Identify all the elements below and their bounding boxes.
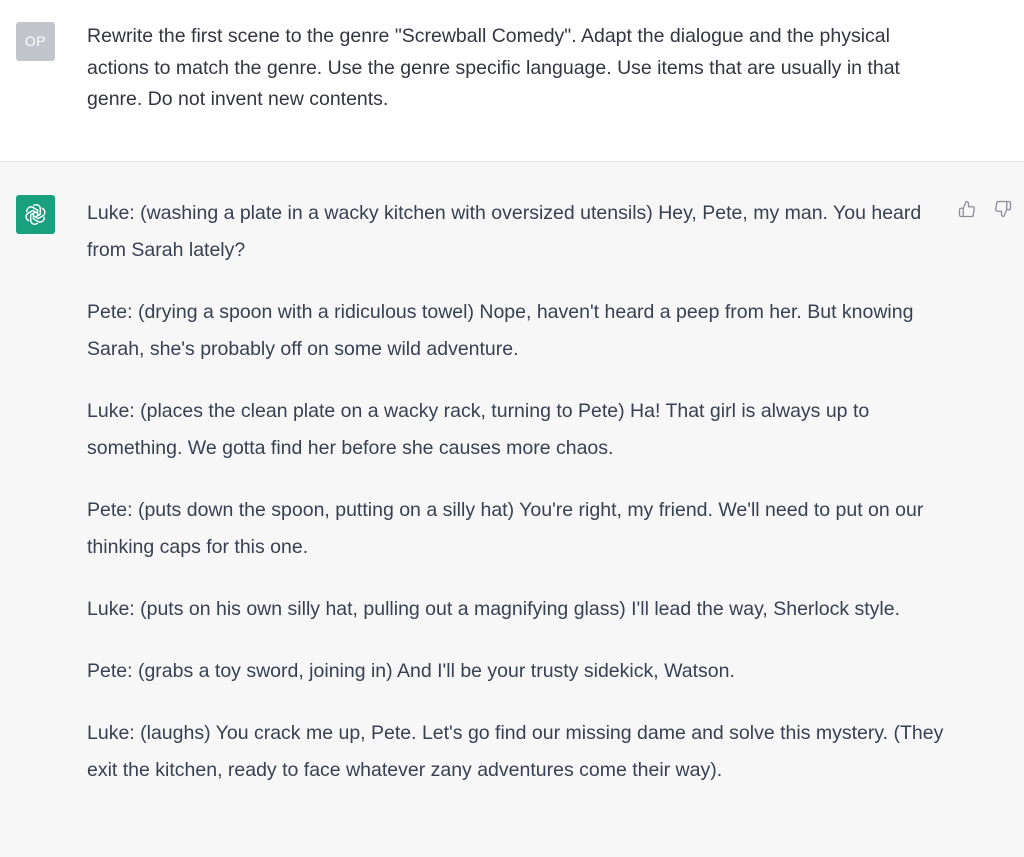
reply-paragraph: Pete: (grabs a toy sword, joining in) And I'll be your trusty sidekick, Watson. <box>87 660 735 682</box>
assistant-message-row <box>0 162 1024 857</box>
reply-paragraph: Pete: (puts down the spoon, putting on a silly hat) You're right, my friend. We'll need to put on our thinking caps for this one. <box>87 499 924 558</box>
reply-paragraph: Luke: (washing a plate in a wacky kitchen with oversized utensils) Hey, Pete, my man. You heard from Sarah lately? <box>87 202 922 261</box>
feedback-buttons <box>956 198 1014 220</box>
user-avatar: OP <box>16 22 55 61</box>
openai-logo-icon <box>23 202 48 227</box>
thumbs-up-icon <box>958 200 976 218</box>
assistant-avatar <box>16 195 55 234</box>
reply-paragraph: Luke: (laughs) You crack me up, Pete. Let's go find our missing dame and solve this mystery. (They exit the kitchen, ready to face whatever zany adventures come their way). <box>87 722 944 781</box>
reply-paragraph: Luke: (puts on his own silly hat, pulling out a magnifying glass) I'll lead the way, Sherlock style. <box>87 598 901 620</box>
reply-paragraph: Pete: (drying a spoon with a ridiculous towel) Nope, haven't heard a peep from her. But knowing Sarah, she's probably off on some wild adventure. <box>87 301 914 360</box>
user-message-row <box>0 0 1024 162</box>
thumbs-down-icon <box>994 200 1012 218</box>
user-message-text: Rewrite the first scene to the genre "Screwball Comedy". Adapt the dialogue and the physical actions to match the genre. Use the genre specific language. Use items that are usually in that genre. Do not invent new contents. <box>87 25 900 110</box>
thumbs-up-button[interactable] <box>956 198 978 220</box>
reply-paragraph: Luke: (places the clean plate on a wacky rack, turning to Pete) Ha! That girl is always up to something. We gotta find her before she causes more chaos. <box>87 400 870 459</box>
thumbs-down-button[interactable] <box>992 198 1014 220</box>
assistant-message-text <box>87 195 952 814</box>
